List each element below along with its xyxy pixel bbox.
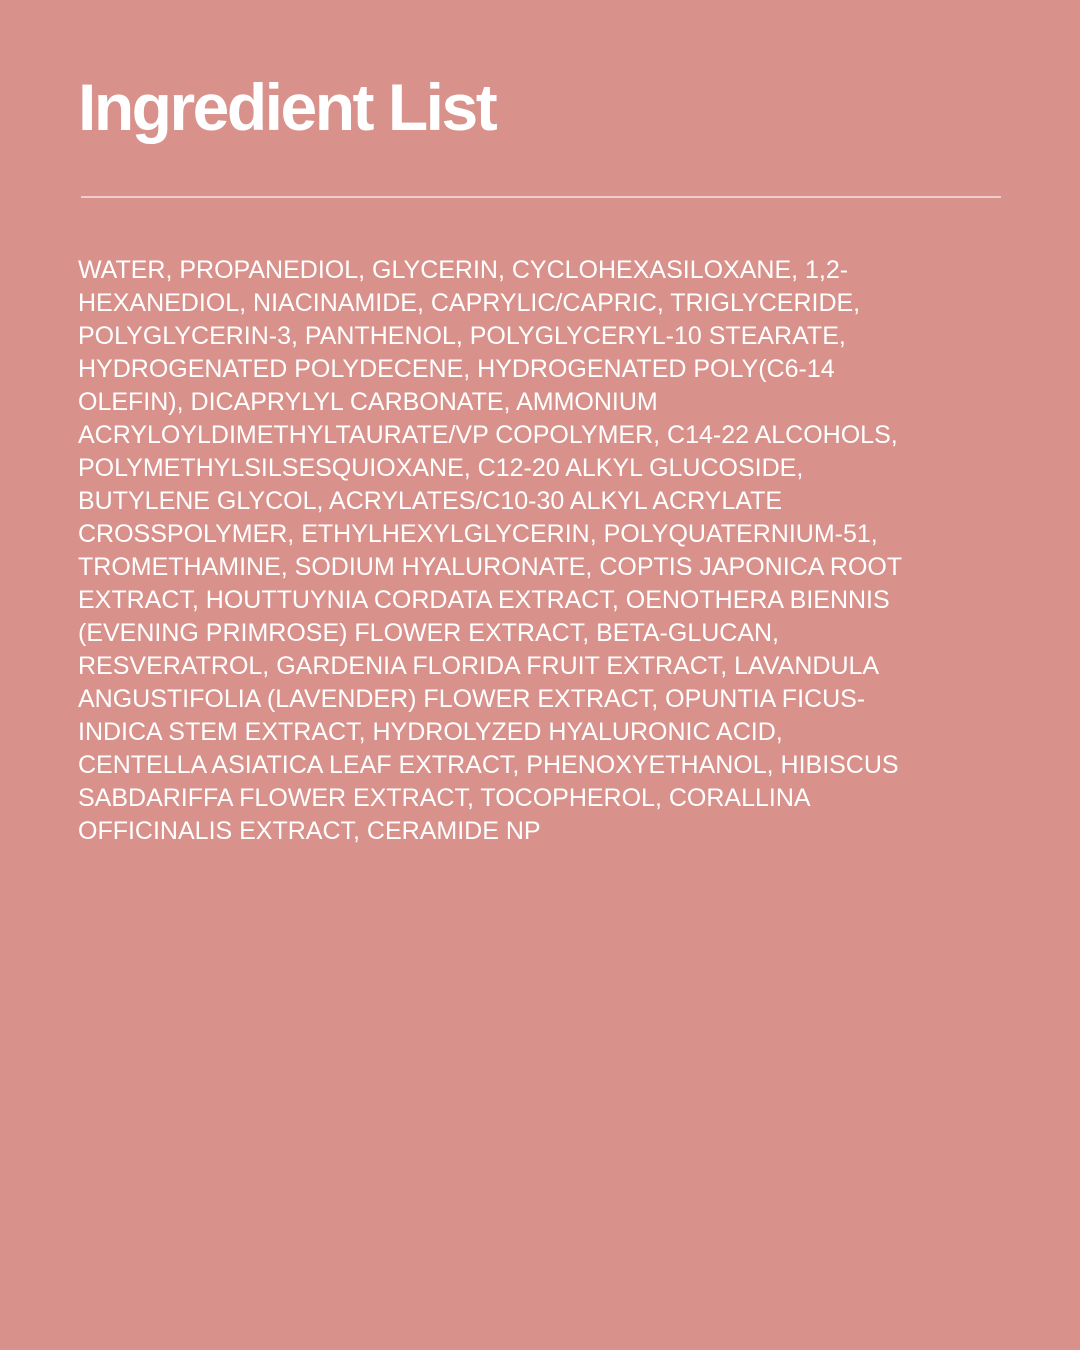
divider	[81, 196, 1001, 198]
page-title: Ingredient List	[78, 70, 496, 144]
ingredient-list-text: WATER, PROPANEDIOL, GLYCERIN, CYCLOHEXASILOXANE, 1,2- HEXANEDIOL, NIACINAMIDE, CAPRYLIC/CAPRIC, TRIGLYCERIDE, POLYGLYCERIN-3, PANTHENOL, POLYGLYCERYL-10 STEARATE, HYDROGENATED POLYDECENE, HYDROGENATED POLY(C6-14 OLEFIN), DICAPRYLYL CARBONATE, AMMONIUM ACRYLOYLDIMETHYLTAURATE/VP COPOLYMER, C14-22 ALCOHOLS, POLYMETHYLSILSESQUIOXANE, C12-20 ALKYL GLUCOSIDE, BUTYLENE GLYCOL, ACRYLATES/C10-30 ALKYL ACRYLATE CROSSPOLYMER, ETHYLHEXYLGLYCERIN, POLYQUATERNIUM-51, TROMETHAMINE, SODIUM HYALURONATE, COPTIS JAPONICA ROOT EXTRACT, HOUTTUYNIA CORDATA EXTRACT, OENOTHERA BIENNIS (EVENING PRIMROSE) FLOWER EXTRACT, BETA-GLUCAN, RESVERATROL, GARDENIA FLORIDA FRUIT EXTRACT, LAVANDULA ANGUSTIFOLIA (LAVENDER) FLOWER EXTRACT, OPUNTIA FICUS- INDICA STEM EXTRACT, HYDROLYZED HYALURONIC ACID, CENTELLA ASIATICA LEAF EXTRACT, PHENOXYETHANOL, HIBISCUS SABDARIFFA FLOWER EXTRACT, TOCOPHEROL, CORALLINA OFFICINALIS EXTRACT, CERAMIDE NP	[78, 256, 903, 845]
